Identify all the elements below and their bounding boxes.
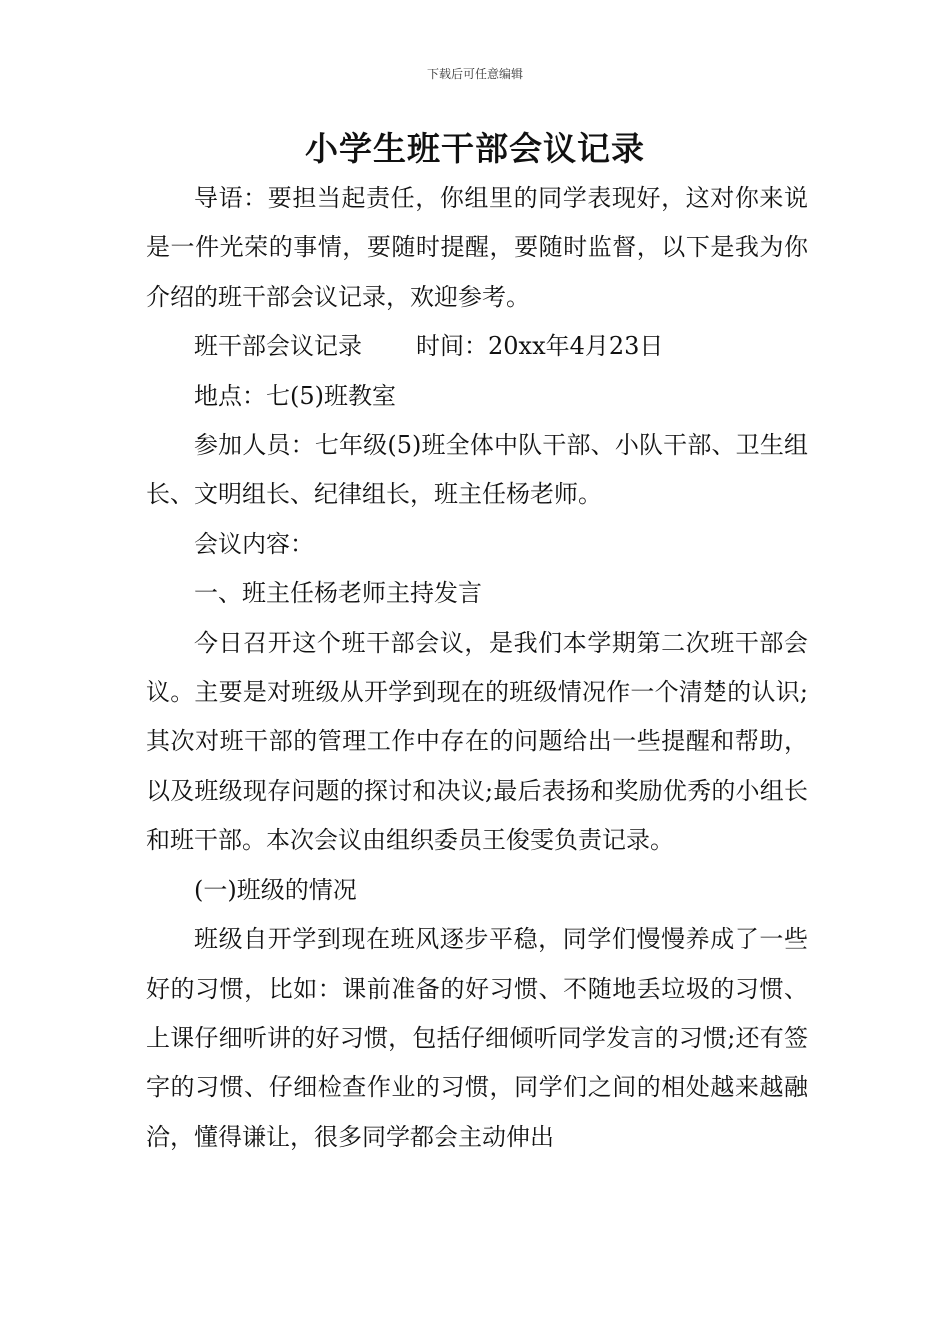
intro-paragraph: 导语：要担当起责任，你组里的同学表现好，这对你来说是一件光荣的事情，要随时提醒，要随时监督，以下是我为你介绍的班干部会议记录，欢迎参考。 [146,184,808,311]
meeting-purpose-paragraph: 今日召开这个班干部会议，是我们本学期第二次班干部会议。主要是对班级从开学到现在的班级情况作一个清楚的认识;其次对班干部的管理工作中存在的问题给出一些提醒和帮助，以及班级现存问题的探讨和决议;最后表扬和奖励优秀的小组长和班干部。本次会议由组织委员王俊雯负责记录。 [146,628,808,855]
section-heading-one: 一、班主任杨老师主持发言 [194,579,482,608]
document-body [146,174,808,1162]
record-time-line [146,322,808,371]
meeting-place: 地点：七(5)班教室 [194,381,396,410]
page-title: 小学生班干部会议记录 [305,129,645,168]
content-heading: 会议内容： [194,529,314,558]
meeting-time: 时间：20xx年4月23日 [416,332,664,361]
class-situation-paragraph: 班级自开学到现在班风逐步平稳，同学们慢慢养成了一些好的习惯，比如：课前准备的好习惯、不随地丢垃圾的习惯、上课仔细听讲的好习惯，包括仔细倾听同学发言的习惯;还有签字的习惯、仔细检查作业的习惯，同学们之间的相处越来越融洽，懂得谦让，很多同学都会主动伸出 [146,925,808,1151]
attendees-paragraph: 参加人员：七年级(5)班全体中队干部、小队干部、卫生组长、文明组长、纪律组长，班主任杨老师。 [146,431,808,509]
subsection-heading-one: (一)班级的情况 [194,875,357,904]
header-note: 下载后可任意编辑 [426,67,523,81]
record-label: 班干部会议记录 [194,332,362,361]
